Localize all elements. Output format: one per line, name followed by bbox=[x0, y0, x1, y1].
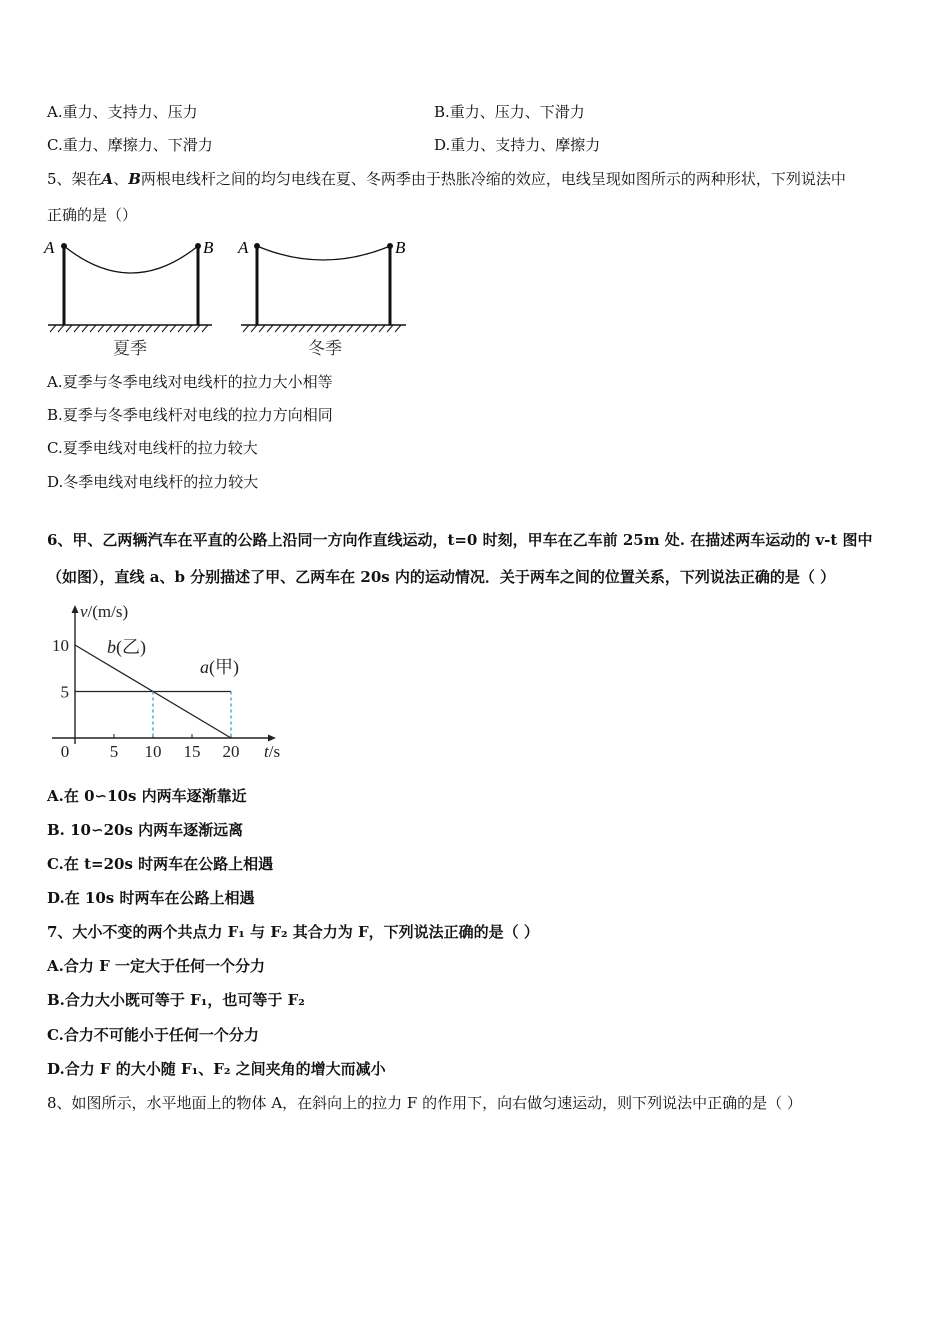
y-axis-arrow bbox=[72, 605, 79, 613]
y-tick-label: 5 bbox=[60, 682, 69, 702]
summer-wire bbox=[64, 246, 198, 273]
x-axis-arrow bbox=[268, 735, 276, 742]
q7-option-b: B.合力大小既可等于 F₁，也可等于 F₂ bbox=[47, 991, 305, 1009]
x-tick-label: 20 bbox=[222, 742, 240, 761]
winter-ground-hatch bbox=[243, 325, 401, 332]
q4-option-c: C.重力、摩擦力、下滑力 bbox=[47, 136, 213, 154]
q5-stem-prefix: 5、架在 bbox=[47, 170, 102, 188]
q7-stem: 7、大小不变的两个共点力 F₁ 与 F₂ 其合力为 F，下列说法正确的是（ ） bbox=[47, 923, 539, 941]
y-tick-label: 10 bbox=[52, 636, 69, 655]
summer-caption: 夏季 bbox=[113, 339, 147, 358]
q5-stem-b: B bbox=[128, 170, 141, 188]
x-tick-label: 5 bbox=[109, 742, 119, 761]
q5-option-a: A.夏季与冬季电线对电线杆的拉力大小相等 bbox=[47, 373, 333, 391]
q5-stem-line1 bbox=[47, 169, 846, 189]
q8-stem: 8、如图所示，水平地面上的物体 A，在斜向上的拉力 F 的作用下，向右做匀速运动，则下列说法中正确的是（ ） bbox=[47, 1094, 802, 1112]
annotation-b: b(乙) bbox=[107, 637, 146, 657]
x-tick-label: 10 bbox=[144, 742, 162, 761]
annotation-a: a(甲) bbox=[200, 657, 239, 677]
summer-panel bbox=[43, 238, 214, 358]
q7-option-d: D.合力 F 的大小随 F₁、F₂ 之间夹角的增大而减小 bbox=[47, 1060, 386, 1078]
q5-option-b: B.夏季与冬季电线杆对电线的拉力方向相同 bbox=[47, 406, 333, 424]
q6-option-a: A.在 0∽10s 内两车逐渐靠近 bbox=[47, 787, 247, 805]
q5-option-d: D.冬季电线对电线杆的拉力较大 bbox=[47, 473, 259, 491]
q5-stem-a: A bbox=[101, 170, 114, 188]
q5-option-c: C.夏季电线对电线杆的拉力较大 bbox=[47, 439, 258, 457]
q6-option-d: D.在 10s 时两车在公路上相遇 bbox=[47, 889, 255, 907]
x-axis-label: t/s bbox=[264, 742, 281, 761]
summer-label-b: B bbox=[203, 238, 214, 257]
q5-figure bbox=[40, 232, 415, 362]
chart-labels bbox=[52, 602, 280, 761]
chart-axes bbox=[52, 605, 276, 744]
winter-wire bbox=[257, 246, 390, 260]
winter-label-a: A bbox=[238, 238, 249, 257]
q6-option-b: B. 10∽20s 内两车逐渐远离 bbox=[47, 821, 244, 839]
q7-option-a: A.合力 F 一定大于任何一个分力 bbox=[47, 957, 265, 975]
y-axis-label: v/(m/s) bbox=[80, 602, 129, 621]
winter-panel bbox=[237, 238, 406, 358]
winter-label-b: B bbox=[395, 238, 406, 257]
winter-caption: 冬季 bbox=[308, 339, 342, 358]
q6-stem-line1: 6、甲、乙两辆汽车在平直的公路上沿同一方向作直线运动，t=0 时刻，甲车在乙车前 25m 处. 在描述两车运动的 v-t 图中 bbox=[47, 531, 873, 549]
summer-label-a: A bbox=[44, 238, 55, 257]
q4-option-d: D.重力、支持力、摩擦力 bbox=[434, 136, 601, 154]
q6-stem-line2: （如图），直线 a、b 分别描述了甲、乙两车在 20s 内的运动情况．关于两车之间的位置关系，下列说法正确的是（ ） bbox=[47, 568, 836, 586]
q4-option-b: B.重力、压力、下滑力 bbox=[434, 103, 585, 121]
x-tick-label: 0 bbox=[60, 742, 70, 761]
q7-option-c: C.合力不可能小于任何一个分力 bbox=[47, 1026, 259, 1044]
q5-stem-rest: 两根电线杆之间的均匀电线在夏、冬两季由于热胀冷缩的效应，电线呈现如图所示的两种形状，下列说法中 bbox=[140, 170, 846, 188]
q5-stem-line2: 正确的是（） bbox=[47, 206, 138, 224]
summer-ground-hatch bbox=[50, 325, 208, 332]
q6-vt-chart bbox=[40, 597, 300, 769]
q4-option-a: A.重力、支持力、压力 bbox=[47, 103, 198, 121]
q6-option-c: C.在 t=20s 时两车在公路上相遇 bbox=[47, 855, 274, 873]
x-tick-label: 15 bbox=[183, 742, 201, 761]
q5-stem-sep: 、 bbox=[113, 170, 129, 188]
